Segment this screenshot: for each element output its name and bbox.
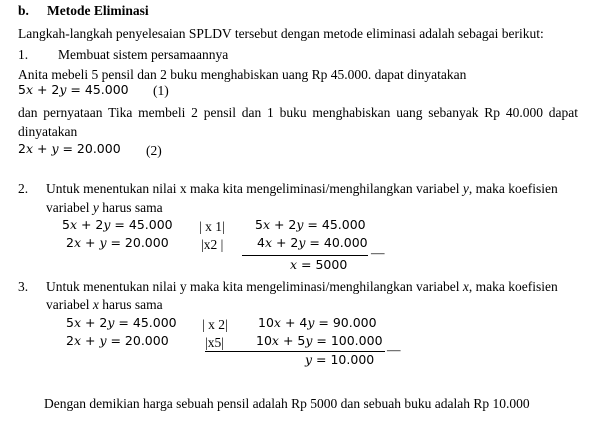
step3-multiplier-2: |x5| [205,335,224,350]
step2-multiplier-1: | x 1| [199,219,225,234]
section-label: b. [18,3,29,18]
step3-minus-operator: — [387,342,401,357]
section-title: Metode Eliminasi [47,3,149,18]
step2-right-equation-2: 4x + 2y = 40.000 [257,235,368,250]
step2-multiplier-2: |x2 | [201,237,224,252]
step3-result: y = 10.000 [305,352,375,367]
step1-equation-1: 5x + 2y = 45.000 [18,82,129,97]
step1-title: Membuat sistem persamaannya [58,47,229,62]
step3-right-equation-2: 10x + 5y = 100.000 [256,333,383,348]
step1-equation-1-tag: (1) [153,83,169,98]
step3-left-equation-1: 5x + 2y = 45.000 [66,315,177,330]
step3-text-line1: Untuk menentukan nilai y maka kita mengeliminasi/menghilangkan variabel x, maka koefisien [46,279,558,294]
step1-equation-2-tag: (2) [146,143,162,158]
step1-tika-text-line2: dinyatakan [18,124,78,139]
step2-text-line1: Untuk menentukan nilai x maka kita mengeliminasi/menghilangkan variabel y, maka koefisien [46,181,558,196]
step2-subtraction-line [242,255,368,256]
step2-right-equation-1: 5x + 2y = 45.000 [255,217,366,232]
step3-multiplier-1: | x 2| [202,317,228,332]
step3-left-equation-2: 2x + y = 20.000 [66,333,169,348]
intro-paragraph: Langkah-langkah penyelesaian SPLDV tersebut dengan metode eliminasi adalah sebagai berikut: [18,26,544,41]
step1-number: 1. [18,47,29,62]
step3-text-line2: variabel x harus sama [46,297,163,312]
step1-tika-text-line1: dan pernyataan Tika membeli 2 pensil dan 1 buku menghabiskan uang sebanyak Rp 40.000 dapat [18,105,578,120]
conclusion-text: Dengan demikian harga sebuah pensil adalah Rp 5000 dan sebuah buku adalah Rp 10.000 [44,396,530,411]
step2-left-equation-1: 5x + 2y = 45.000 [62,217,173,232]
step3-right-equation-1: 10x + 4y = 90.000 [258,315,377,330]
step2-result: x = 5000 [290,257,348,272]
step2-text-line2: variabel y harus sama [46,200,163,215]
step2-left-equation-2: 2x + y = 20.000 [66,235,169,250]
step1-equation-2: 2x + y = 20.000 [18,141,121,156]
step1-anita-text: Anita mebeli 5 pensil dan 2 buku menghabiskan uang Rp 45.000. dapat dinyatakan [18,67,467,82]
step3-number: 3. [18,279,29,294]
step2-number: 2. [18,181,29,196]
step2-minus-operator: — [371,245,385,260]
